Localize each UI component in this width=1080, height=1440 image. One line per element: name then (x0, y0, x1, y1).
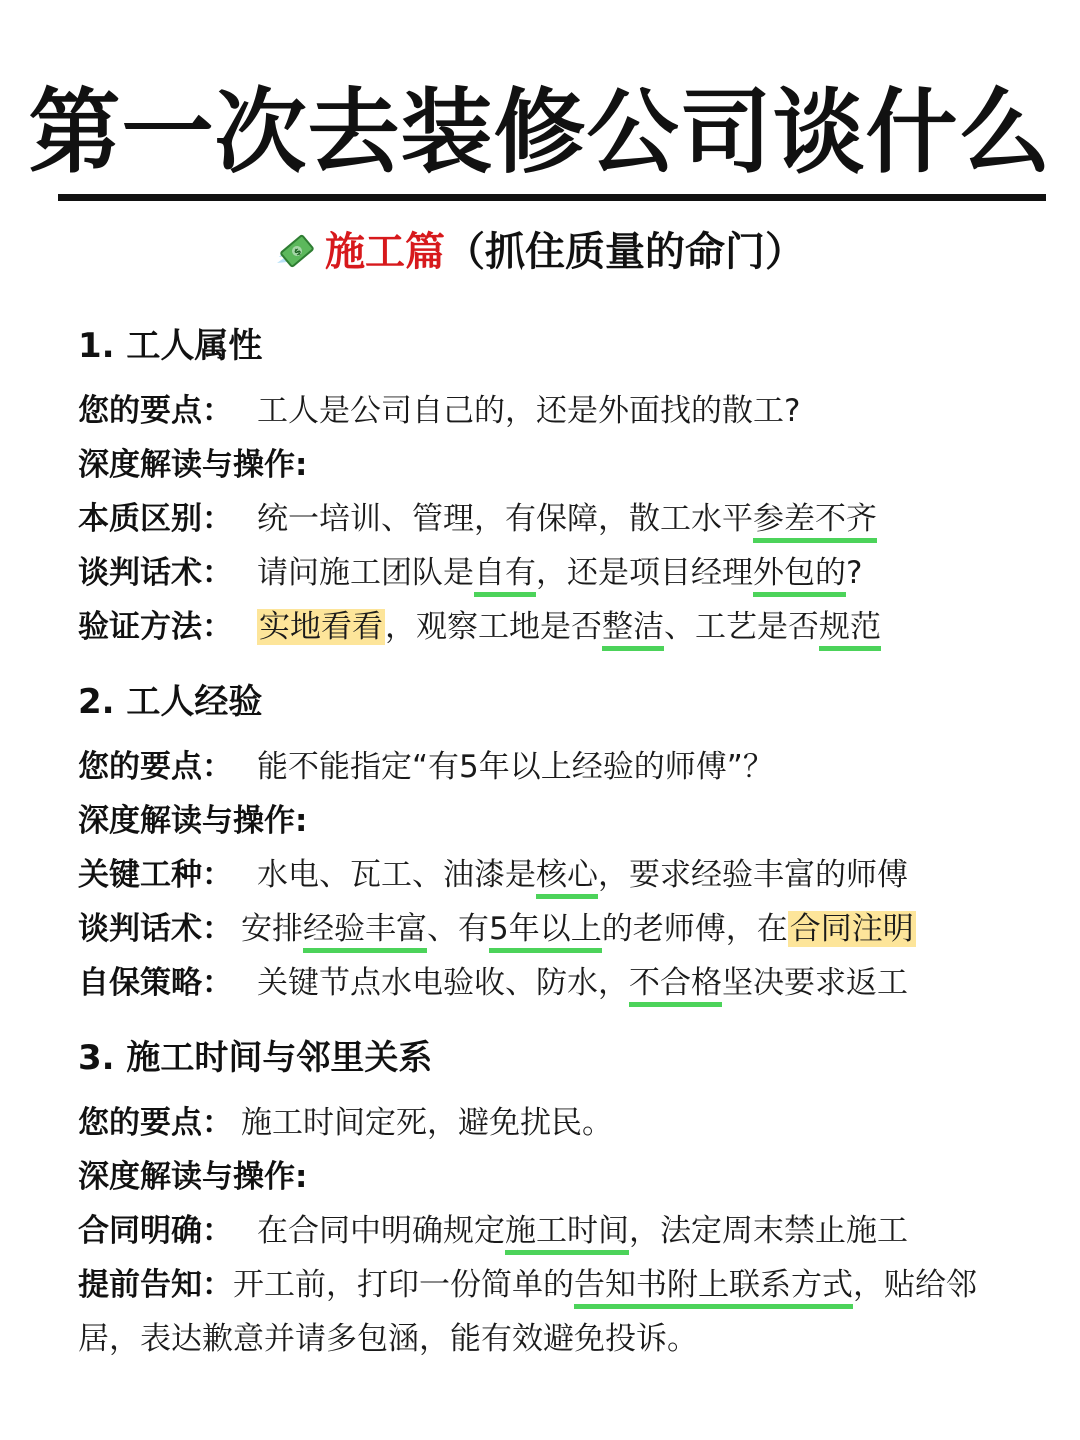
row-label: 谈判话术： (78, 555, 233, 591)
underlined-text: 告知书附上联系方式 (574, 1267, 853, 1309)
subtitle-rest: （抓住质量的命门） (445, 229, 805, 275)
point-text: 能不能指定“有5年以上经验的师傅”？ (257, 749, 774, 785)
contract-row (78, 1210, 1038, 1252)
money-with-wings-icon (275, 228, 315, 268)
analysis-label-row (78, 444, 1038, 486)
row-text: 请问施工团队是 (257, 555, 474, 591)
point-text: 工人是公司自己的，还是外面找的散工? (257, 393, 801, 429)
essence-row (78, 498, 1038, 540)
underlined-text: 自有 (474, 555, 536, 597)
section-worker-experience (78, 678, 1038, 1004)
key-trades-row (78, 854, 1038, 896)
section-heading: 2. 工人经验 (78, 682, 263, 722)
svg-text:$: $ (292, 246, 304, 259)
row-label: 合同明确： (78, 1213, 233, 1249)
row-text: ，还是项目经理 (536, 555, 753, 591)
row-label: 谈判话术： (78, 911, 233, 947)
negotiation-row (78, 908, 1038, 950)
row-text: ，要求经验丰富的师傅 (598, 857, 908, 893)
underlined-text: 不合格 (629, 965, 722, 1007)
section-heading: 3. 施工时间与邻里关系 (78, 1038, 433, 1078)
title-divider (58, 194, 1046, 201)
underlined-text: 核心 (536, 857, 598, 899)
row-text: 在合同中明确规定 (257, 1213, 505, 1249)
analysis-label: 深度解读与操作: (78, 447, 308, 483)
row-text: 关键节点水电验收、防水， (257, 965, 629, 1001)
subtitle-accent: 施工篇 (325, 229, 445, 275)
row-label: 提前告知： (78, 1267, 233, 1303)
analysis-label: 深度解读与操作: (78, 1159, 308, 1195)
point-row (78, 1102, 1038, 1144)
point-label: 您的要点： (78, 1105, 233, 1141)
negotiation-row (78, 552, 1038, 594)
row-label: 本质区别： (78, 501, 233, 537)
subtitle (0, 222, 1080, 282)
self-protection-row (78, 962, 1038, 1004)
point-text: 施工时间定死，避免扰民。 (241, 1105, 613, 1141)
row-text: 开工前，打印一份简单的 (233, 1267, 574, 1303)
row-text: 的老师傅，在 (601, 911, 788, 947)
underlined-text: 参差不齐 (753, 501, 877, 543)
row-text: ，贴给邻居，表达歉意并请多包涵，能有效避免投诉。 (78, 1267, 977, 1357)
row-text: ，观察工地是否 (385, 609, 602, 645)
analysis-label: 深度解读与操作: (78, 803, 308, 839)
highlighted-text: 合同注明 (789, 911, 914, 947)
row-text: ? (846, 555, 863, 591)
point-row (78, 746, 1038, 788)
advance-notice-row (78, 1258, 1038, 1366)
section-heading: 1. 工人属性 (78, 326, 263, 366)
underlined-text: 施工时间 (505, 1213, 629, 1255)
row-text: ，法定周末禁止施工 (629, 1213, 908, 1249)
analysis-label-row (78, 800, 1038, 842)
point-label: 您的要点： (78, 393, 233, 429)
row-text: 统一培训、管理，有保障，散工水平 (257, 501, 753, 537)
row-text: 、有 (427, 911, 489, 947)
page-title: 第一次去装修公司谈什么 (28, 79, 1052, 186)
row-text: 坚决要求返工 (722, 965, 908, 1001)
row-label: 自保策略： (78, 965, 233, 1001)
row-text: 、工艺是否 (664, 609, 819, 645)
row-text: 安排 (241, 911, 303, 947)
highlighted-text: 实地看看 (259, 609, 383, 645)
row-label: 验证方法： (78, 609, 233, 645)
underlined-text: 5年以上 (489, 911, 602, 953)
underlined-text: 规范 (819, 609, 881, 651)
point-row (78, 390, 1038, 432)
point-label: 您的要点： (78, 749, 233, 785)
section-worker-attributes (78, 322, 1038, 648)
verification-row (78, 606, 1038, 648)
row-text: 水电、瓦工、油漆是 (257, 857, 536, 893)
analysis-label-row (78, 1156, 1038, 1198)
underlined-text: 整洁 (602, 609, 664, 651)
row-label: 关键工种： (78, 857, 233, 893)
underlined-text: 经验丰富 (303, 911, 427, 953)
section-schedule-neighbors (78, 1034, 1038, 1366)
underlined-text: 外包的 (753, 555, 846, 597)
